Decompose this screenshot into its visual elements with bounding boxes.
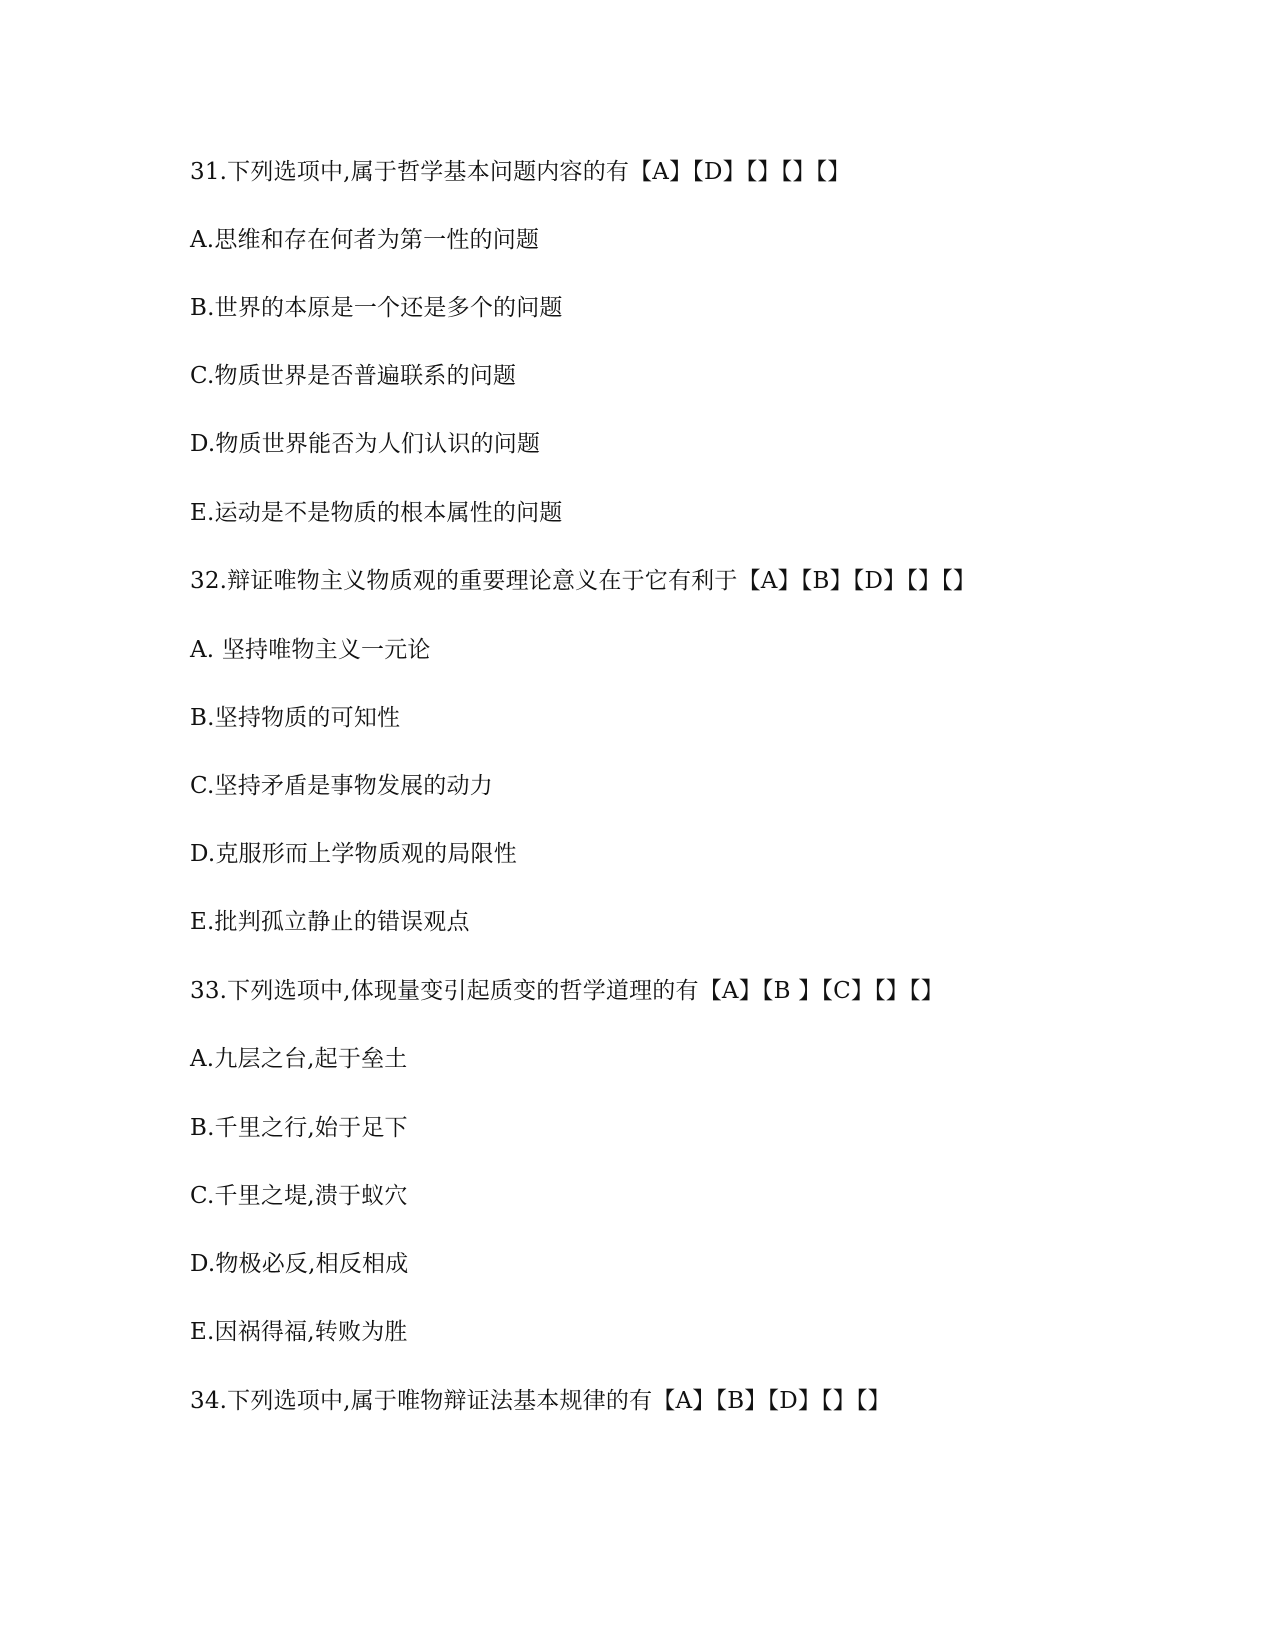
question-33: 33.下列选项中,体现量变引起质变的哲学道理的有【A】【B 】【C】【】【】 [190,978,944,1004]
option-33-d: D.物极必反,相反相成 [190,1251,409,1277]
option-31-e: E.运动是不是物质的根本属性的问题 [190,500,563,526]
option-33-c: C.千里之堤,溃于蚁穴 [190,1183,408,1209]
option-32-d: D.克服形而上学物质观的局限性 [190,841,517,867]
question-32: 32.辩证唯物主义物质观的重要理论意义在于它有利于【A】【B】【D】【】【】 [190,568,977,594]
question-34: 34.下列选项中,属于唯物辩证法基本规律的有【A】【B】【D】【】【】 [190,1388,891,1414]
option-31-c: C.物质世界是否普遍联系的问题 [190,363,517,389]
option-32-c: C.坚持矛盾是事物发展的动力 [190,773,493,799]
option-32-e: E.批判孤立静止的错误观点 [190,909,470,935]
question-31: 31.下列选项中,属于哲学基本问题内容的有【A】【D】【】【】【】 [190,159,851,185]
option-33-b: B.千里之行,始于足下 [190,1115,408,1141]
option-32-b: B.坚持物质的可知性 [190,705,401,731]
option-31-b: B.世界的本原是一个还是多个的问题 [190,295,563,321]
option-31-d: D.物质世界能否为人们认识的问题 [190,431,541,457]
option-31-a: A.思维和存在何者为第一性的问题 [190,227,540,253]
option-32-a: A. 坚持唯物主义一元论 [190,637,431,663]
option-33-a: A.九层之台,起于垒土 [190,1046,408,1072]
option-33-e: E.因祸得福,转败为胜 [190,1319,408,1345]
